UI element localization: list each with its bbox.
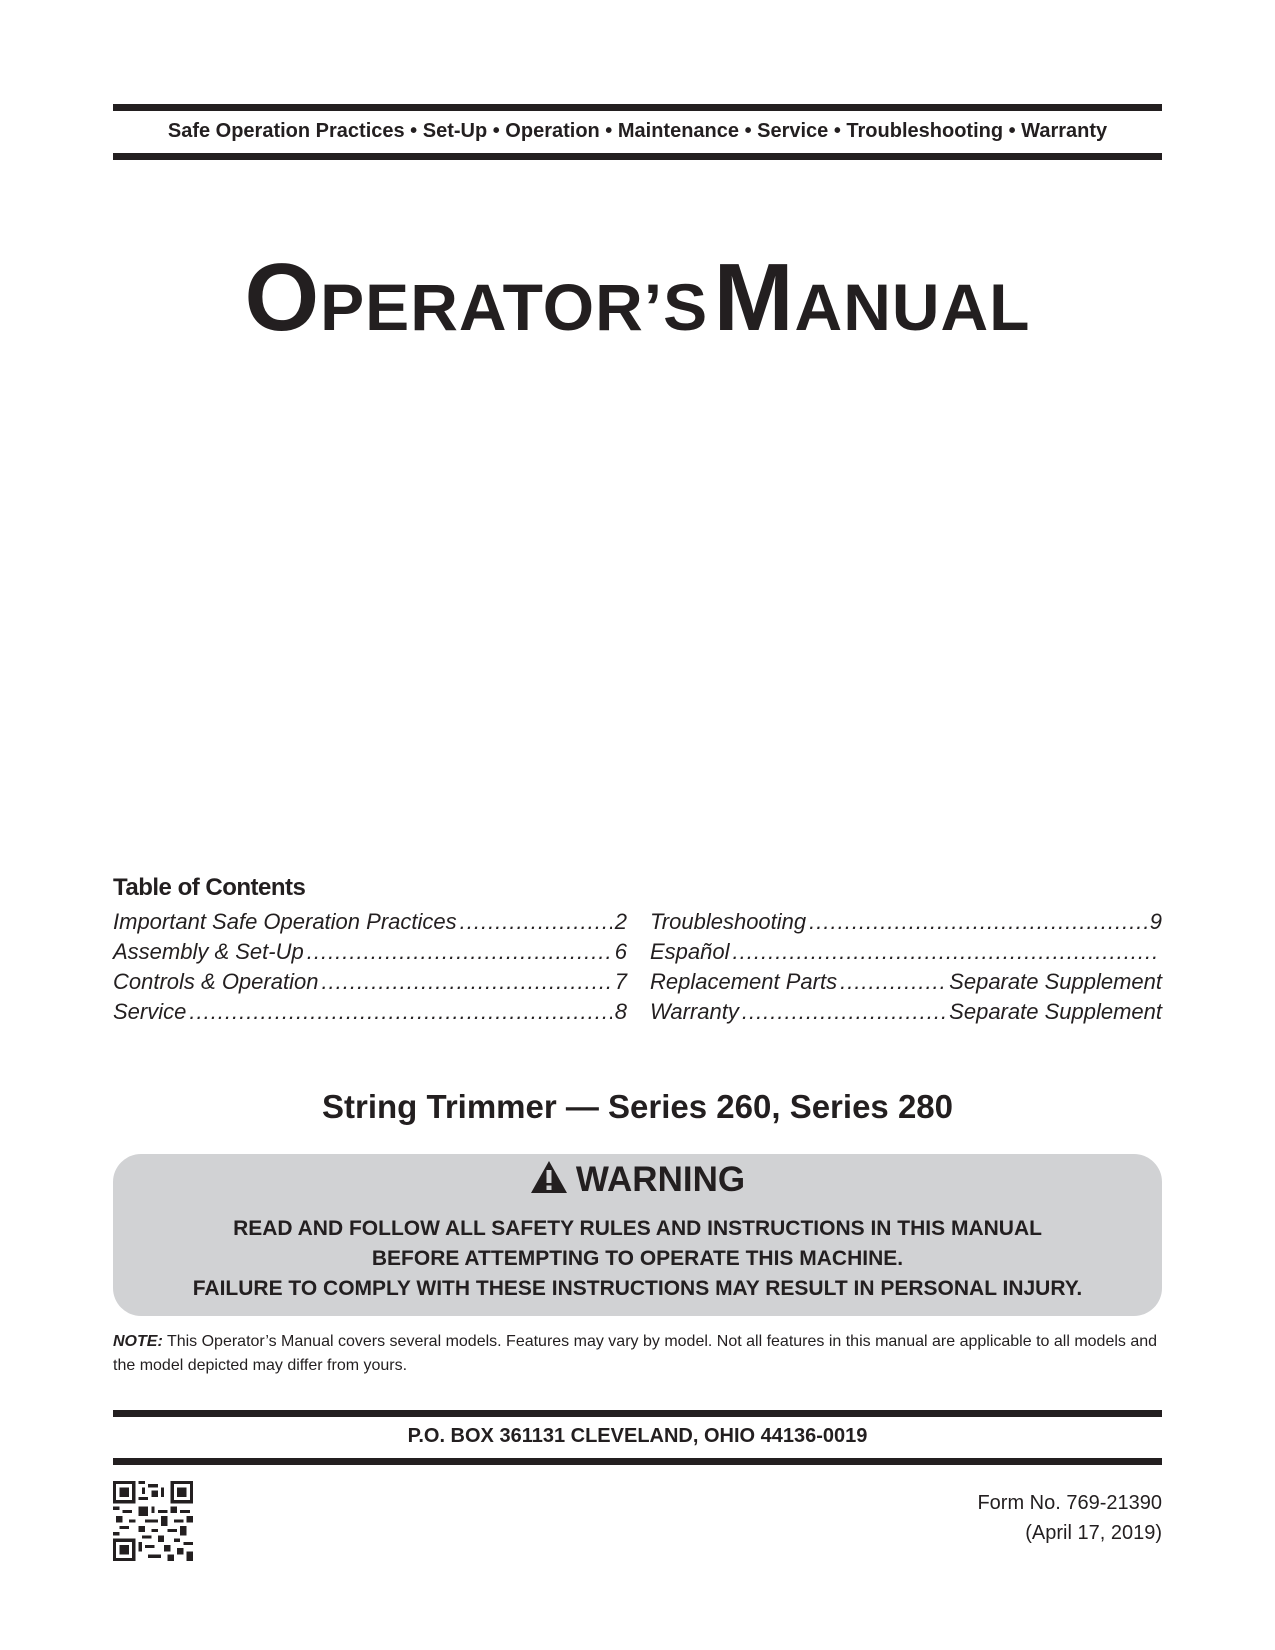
warning-line-2: BEFORE ATTEMPTING TO OPERATE THIS MACHINE. xyxy=(371,1247,904,1270)
qr-code-icon xyxy=(113,1481,193,1561)
warning-title: WARNING xyxy=(113,1160,1162,1200)
toc-entry[interactable]: Troubleshooting ..... 9 xyxy=(650,907,1162,937)
form-number: Form No. 769-21390 xyxy=(977,1492,1162,1514)
address-rule-upper xyxy=(113,1410,1162,1417)
toc-entry[interactable]: Replacement Parts ..... Separate Supplement xyxy=(650,967,1162,997)
page-title: OPERATOR’S MANUAL xyxy=(244,244,1031,351)
top-rule-lower xyxy=(113,153,1162,160)
warning-line-3: FAILURE TO COMPLY WITH THESE INSTRUCTIONS MAY RESULT IN PERSONAL INJURY. xyxy=(192,1277,1083,1300)
form-date: (April 17, 2019) xyxy=(1025,1522,1162,1544)
toc-entry[interactable]: Service ..... 8 xyxy=(113,997,627,1027)
toc-entry[interactable]: Important Safe Operation Practices ..... 2 xyxy=(113,907,627,937)
toc-entry[interactable]: Assembly & Set-Up ..... 6 xyxy=(113,937,627,967)
top-rule-upper xyxy=(113,104,1162,111)
address-rule-lower xyxy=(113,1458,1162,1465)
toc-entry[interactable]: Warranty ..... Separate Supplement xyxy=(650,997,1162,1027)
mailing-address: P.O. BOX 361131 CLEVELAND, OHIO 44136-0019 xyxy=(407,1425,868,1447)
warning-line-1: READ AND FOLLOW ALL SAFETY RULES AND INSTRUCTIONS IN THIS MANUAL xyxy=(233,1217,1042,1240)
header-nav-text: Safe Operation Practices • Set-Up • Operation • Maintenance • Service • Troubleshooting • Warranty xyxy=(167,120,1108,142)
toc-entry[interactable]: Español ..... xyxy=(650,937,1162,967)
toc-heading: Table of Contents xyxy=(113,874,306,901)
form-info xyxy=(977,1488,1162,1548)
product-series-title: String Trimmer — Series 260, Series 280 xyxy=(321,1088,953,1125)
warning-box xyxy=(113,1154,1162,1316)
warning-triangle-icon xyxy=(530,1160,568,1194)
toc-right-column xyxy=(650,907,1162,1027)
toc-left-column xyxy=(113,907,627,1027)
note-paragraph: NOTE: This Operator’s Manual covers several models. Features may vary by model. Not all features in this manual are applicable to all models and the model depicted may differ from yours. xyxy=(113,1333,1158,1374)
toc-entry[interactable]: Controls & Operation ..... 7 xyxy=(113,967,627,997)
